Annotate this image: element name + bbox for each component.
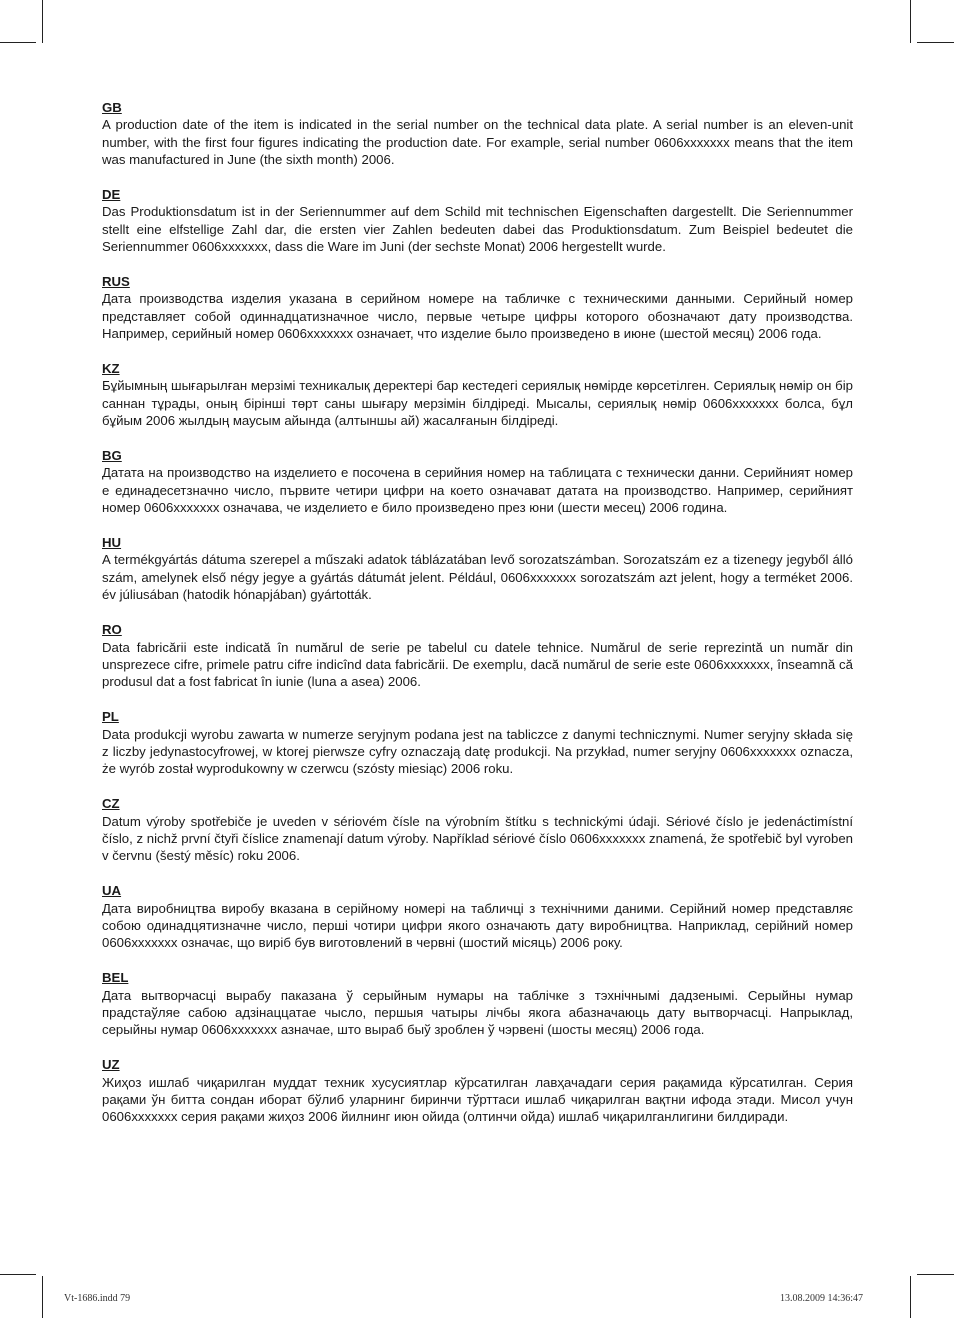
section-ro — [102, 621, 853, 691]
section-text: Data produkcji wyrobu zawarta w numerze seryjnym podana jest na tabliczce z danymi technicznymi. Numer seryjny składa się z liczby jedynastocyfrowej, w ktorej pierwsze cyfry oznaczają datę produkcji. Na przykład, numer seryjny 0606xxxxxxx oznacza, że wyrób został wyprodukowny w czerwcu (szósty miesiąc) 2006 roku. — [102, 726, 853, 777]
section-ua — [102, 882, 853, 952]
language-code: RO — [102, 622, 122, 638]
crop-mark — [917, 42, 954, 43]
crop-mark — [42, 0, 43, 43]
crop-mark — [910, 0, 911, 43]
language-code: CZ — [102, 796, 120, 812]
section-uz — [102, 1056, 853, 1126]
footer-file-info: Vt-1686.indd 79 — [64, 1293, 131, 1304]
language-code: PL — [102, 709, 119, 725]
language-code: BG — [102, 448, 122, 464]
section-text: A production date of the item is indicated in the serial number on the technical data plate. A serial number is an eleven-unit number, with the first four figures indicating the production date. For example, serial number 0606xxxxxxx means that the item was manufactured in June (the sixth month) 2006. — [102, 117, 853, 168]
crop-mark — [910, 1276, 911, 1318]
section-text: Датата на производство на изделието е посочена в серийния номер на таблицата с технически данни. Серийният номер е единадесетзначно число, първите четири цифри на което означават датата на производство. Например, серийният номер 0606xxxxxxx означава, че изделието е било произведено през юни (шести месец) 2006 година. — [102, 465, 853, 516]
section-text: A termékgyártás dátuma szerepel a műszaki adatok táblázatában levő sorozatszámban. Sorozatszám ez a tizenegy jegyből álló szám, amelynek első négy jegye a gyártás dátumát jelent. Például, 0606xxxxxxx sorozatszám azt jelent, hogy a terméket 2006. év júliusában (hatodik hónapjában) gyártották. — [102, 552, 853, 603]
language-code: UZ — [102, 1057, 120, 1073]
section-bel — [102, 969, 853, 1039]
section-de — [102, 186, 853, 256]
section-cz — [102, 795, 853, 865]
section-hu — [102, 534, 853, 604]
language-code: DE — [102, 187, 121, 203]
section-text: Data fabricării este indicată în numărul de serie pe tabelul cu datele tehnice. Numărul de serie reprezintă un număr din unsprezece cifre, primele patru cifre indicînd data fabricării. De exemplu, dacă numărul de serie este 0606xxxxxxx, înseamnă că produsul dat a fost fabricat în iunie (luna a asea) 2006. — [102, 639, 853, 690]
section-text: Datum výroby spotřebiče je uveden v sériovém čísle na výrobním štítku s technickými údaji. Sériové číslo je jedenáctimístní číslo, z nichž první čtyři číslice znamenají datum výroby. Například sériové číslo 0606xxxxxxx znamená, že spotřebič byl vyroben v červnu (šestý měsíc) roku 2006. — [102, 813, 853, 864]
section-text: Бұйымның шығарылған мерзімі техникалық деректері бар кестедегі сериялық нөмірде көрсетілген. Сериялық нөмір он бір саннан тұрады, оның бірінші төрт саны шығару мерзімін білдіреді. Мысалы, сериялық нөмір 0606xxxxxxx болса, бұл бұйым 2006 жылдың маусым айында (алтыншы ай) жасалғанын білдіреді. — [102, 378, 853, 429]
section-text: Das Produktionsdatum ist in der Seriennummer auf dem Schild mit technischen Eigenschaften dargestellt. Die Seriennummer stellt eine elfstellige Zahl dar, die ersten vier Zahlen bedeuten dabei das Produktionsdatum. Zum Beispiel bedeutet die Seriennummer 0606xxxxxxx, dass die Ware im Juni (der sechste Monat) 2006 hergestellt wurde. — [102, 204, 853, 255]
language-code: RUS — [102, 274, 130, 290]
language-code: GB — [102, 100, 122, 115]
footer-timestamp: 13.08.2009 14:36:47 — [780, 1293, 864, 1304]
section-text: Дата производства изделия указана в серийном номере на табличке с техническими данными. Серийный номер представляет собой одиннадцатизначное число, первые четыре цифры которого обозначают дату производства. Например, серийный номер 0606xxxxxxx означает, что изделие было произведено в июне (шестой месяц) 2006 года. — [102, 291, 853, 342]
language-code: BEL — [102, 970, 129, 986]
section-pl — [102, 708, 853, 778]
section-kz — [102, 360, 853, 430]
crop-mark — [917, 1274, 954, 1275]
section-gb — [102, 99, 853, 169]
document-body — [102, 99, 853, 1143]
language-code: HU — [102, 535, 122, 551]
section-rus — [102, 273, 853, 343]
crop-mark — [0, 1274, 36, 1275]
crop-mark — [42, 1276, 43, 1318]
section-text: Дата виробництва виробу вказана в серійному номері на табличці з технічними даними. Серійний номер представляє собою одинадцятизначне число, перші чотири цифри якого означають дату виробництва. Наприклад, серійний номер 0606xxxxxxx означає, що виріб був виготовлений в червні (шостий місяць) 2006 року. — [102, 900, 853, 951]
crop-mark — [0, 42, 36, 43]
section-text: Дата вытворчасці вырабу паказана ў серыйным нумары на таблічке з тэхнічнымі дадзенымі. Серыйны нумар прадстаўляе сабою адзінаццатае чысло, першыя чатыры лічбы якога абазначаюць дату вытворчасці. Напрыклад, серыйны нумар 0606xxxxxxx азначае, што выраб быў зроблен ў чэрвені (шосты месяц) 2006 года. — [102, 987, 853, 1038]
language-code: KZ — [102, 361, 120, 377]
section-bg — [102, 447, 853, 517]
section-text: Жиҳоз ишлаб чиқарилган муддат техник хусусиятлар кўрсатилган лавҳачадаги серия рақамида кўрсатилган. Серия рақами ўн битта сондан иборат бўлиб уларнинг биринчи тўрттаси ишлаб чиқарилган вақтни ифода этади. Мисол учун 0606xxxxxxx серия рақами жиҳоз 2006 йилнинг июн ойида (олтинчи ойда) ишлаб чиқарилганлигини билдиради. — [102, 1074, 853, 1125]
language-code: UA — [102, 883, 122, 899]
